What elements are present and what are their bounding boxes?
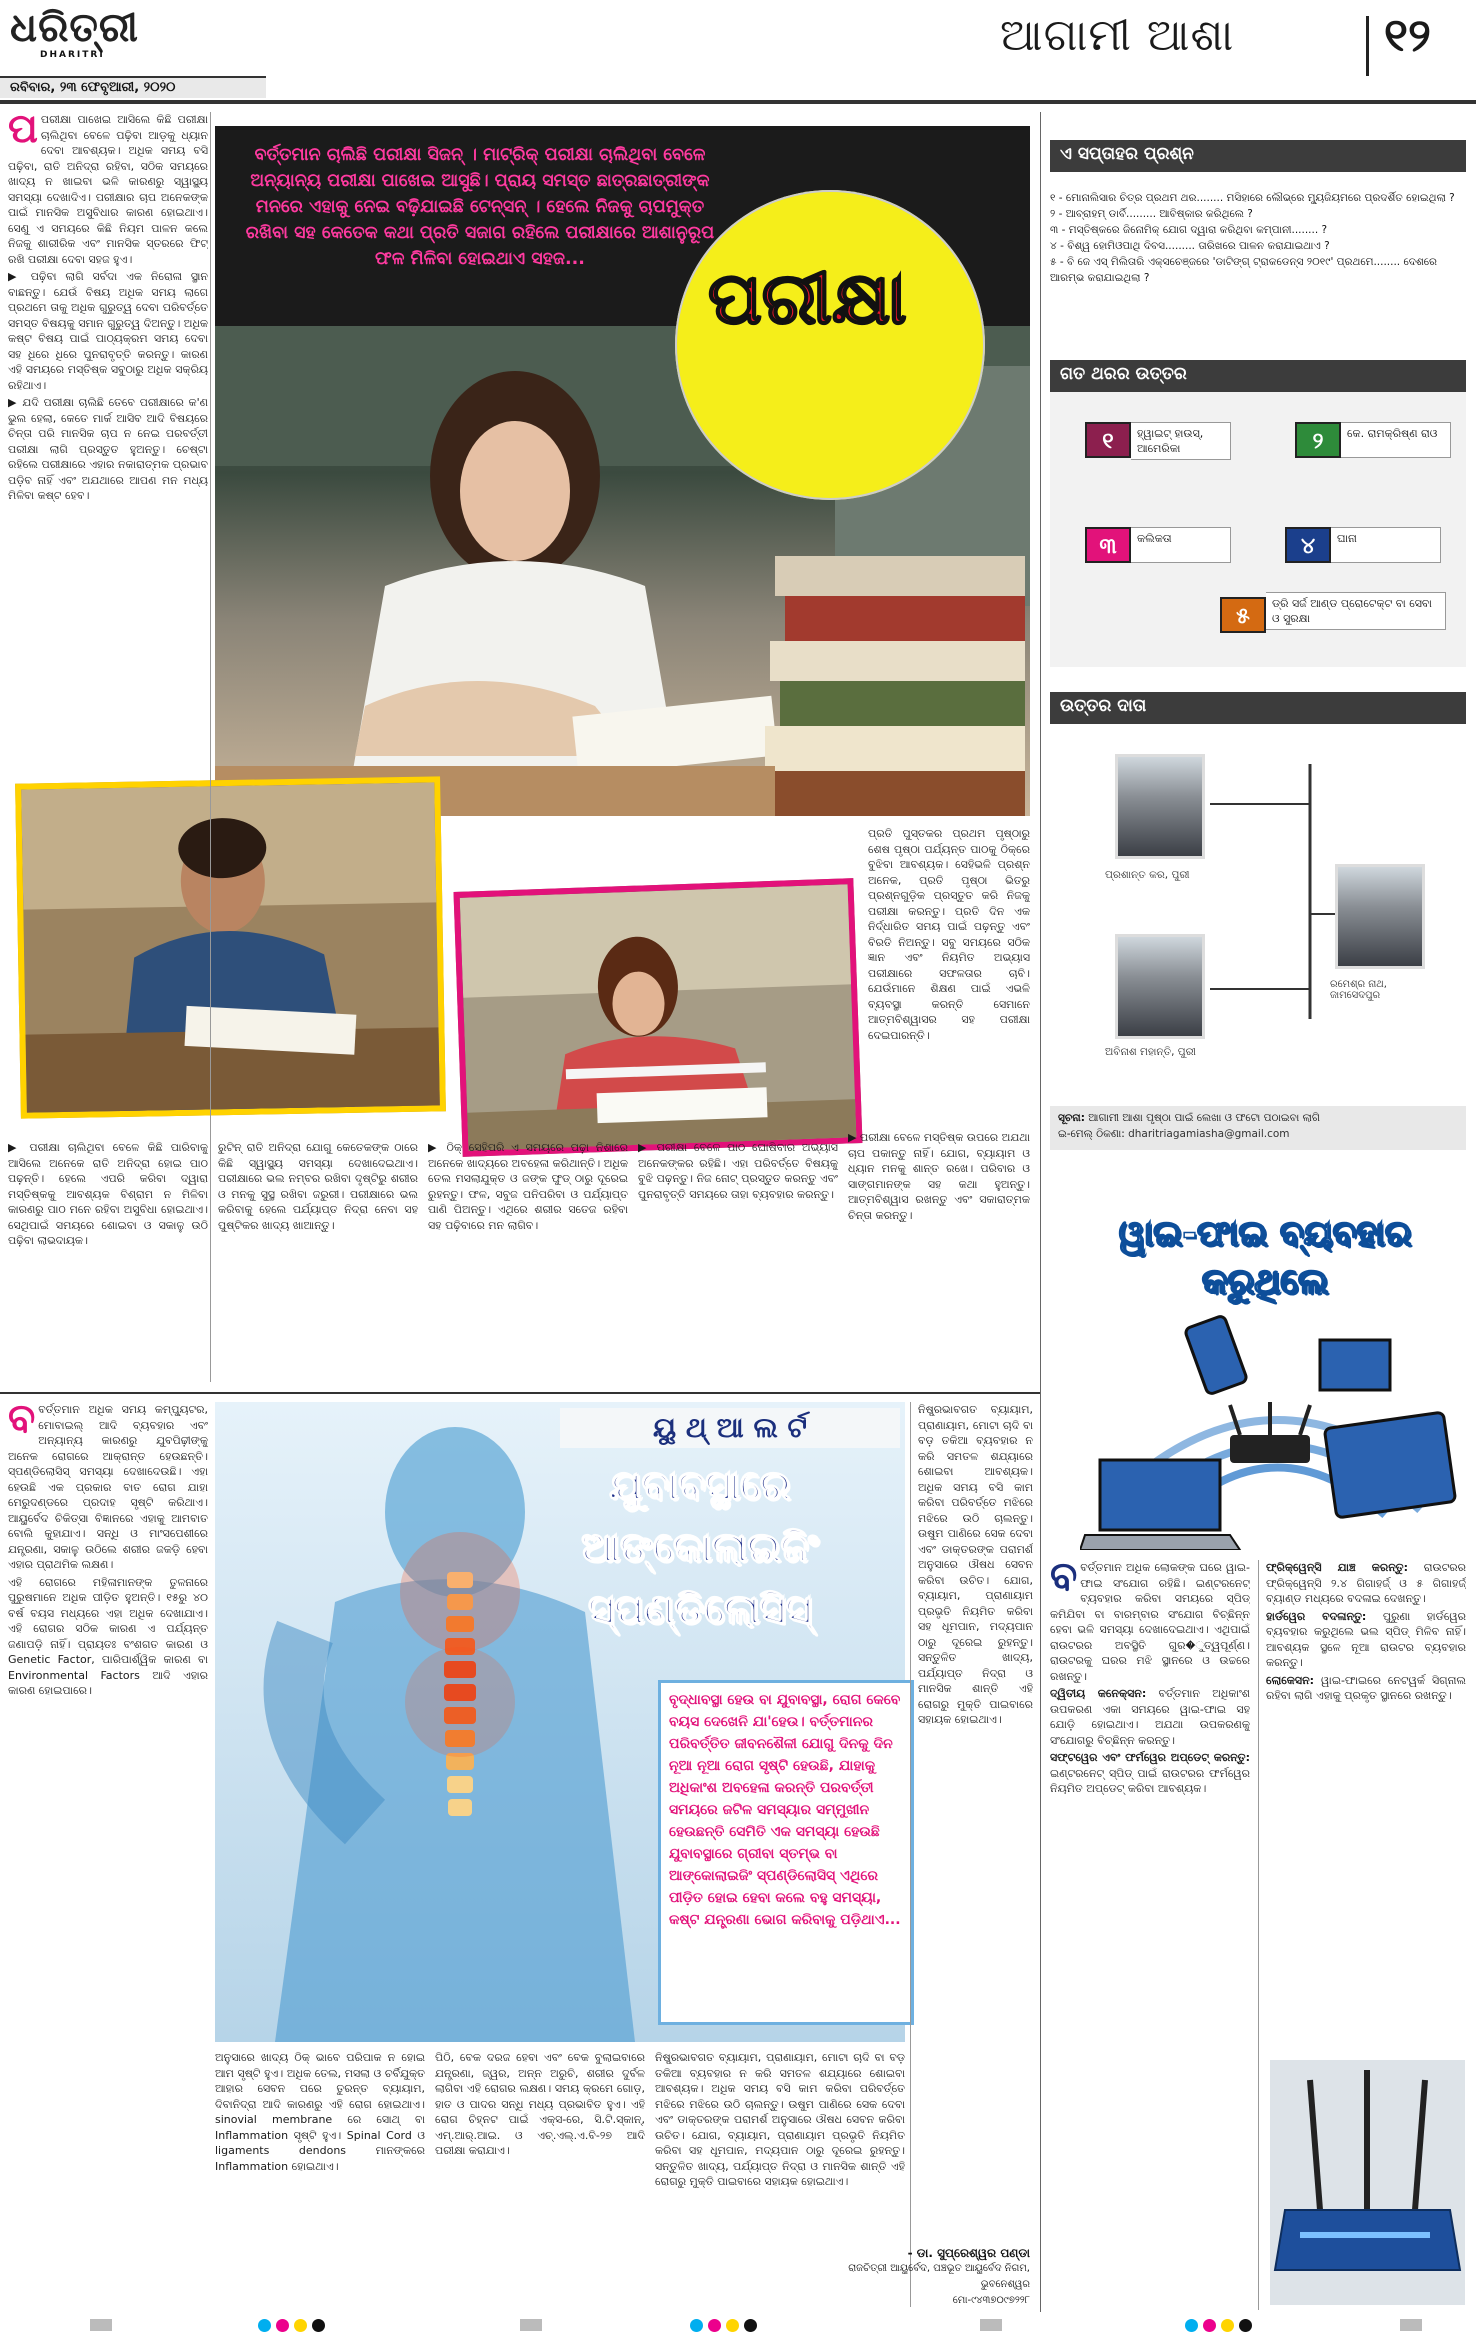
youth-col-mid2 <box>435 2050 645 2310</box>
pariksha-bottom-col1: ▶ ପରୀକ୍ଷା ଚାଲିଥିବା ବେଳେ କିଛି ପାରିବାକୁ ଆସିଲେ ଅନେକେ ରାତି ଅନିଦ୍ରା ହୋଇ ପାଠ ପଢ଼ନ୍ତି। ହେଲେ ଏପରି କରିବା ଦ୍ୱାରା ମସ୍ତିଷ୍କକୁ ଆବଶ୍ୟକ ବିଶ୍ରାମ ନ ମିଳିବା କାରଣରୁ ପାଠ ମନେ ରହିବା ଅସୁବିଧା ହୋଇଥାଏ। ସେଥିପାଇଁ ସମୟରେ ଶୋଇବା ଓ ସକାଳୁ ଉଠି ପଢ଼ିବା ଲାଭଦାୟକ। <box>8 1141 208 1247</box>
quiz-question: ୩ - ମସ୍ତିଷ୍କରେ ଜିନୋମିକ୍ ଯୋଗ ଦ୍ୱାରା କରିଥିବା କମ୍ପାନୀ........ ? <box>1050 224 1328 236</box>
pariksha-bottom-col5: ▶ ପରୀକ୍ଷା ବେଳେ ମସ୍ତିଷ୍କ ଉପରେ ଅଯଥା ଚାପ ପକାନ୍ତୁ ନାହିଁ। ଯୋଗ, ବ୍ୟାୟାମ ଓ ଧ୍ୟାନ ମନକୁ ଶାନ୍ତ ରଖେ। ପରିବାର ଓ ସାଙ୍ଗମାନଙ୍କ ସହ କଥା ହୁଅନ୍ତୁ। ଆତ୍ମବିଶ୍ୱାସ ରଖନ୍ତୁ ଏବଂ ସକାରାତ୍ମକ ଚିନ୍ତା କରନ୍ତୁ। <box>848 1131 1030 1222</box>
winners-heading <box>1050 692 1466 724</box>
wifi-sub2: ଫ୍ରିକ୍ୱେନ୍ସି ଯାଞ୍ଚ କରନ୍ତୁ: <box>1266 1561 1409 1574</box>
wifi-sub3-text: ଇଣ୍ଟରନେଟ୍ ସ୍ପିଡ୍ ପାଇଁ ରାଉଟରର ଫର୍ମୱେର ନିୟମିତ ଅପ୍‌ଡେଟ୍ କରିବା ଆବଶ୍ୟକ। <box>1050 1766 1250 1795</box>
quiz-question: ୧ - ମୋନାଲିସାର ଚିତ୍ର ପ୍ରଥମ ଥର........ ମସିହାରେ ଲୌଭ୍ରେ ମ୍ୟୁଜିୟମରେ ପ୍ରଦର୍ଶିତ ହୋଇଥିଲା ? <box>1050 192 1455 204</box>
wifi-sub1-text: ବର୍ତ୍ତମାନ ଅଧିକାଂଶ ଉପକରଣ ଏକା ସମୟରେ ୱାଇ-ଫାଇ ସହ ଯୋଡ଼ି ହୋଇଥାଏ। ଅଯଥା ଉପକରଣକୁ ସଂଯୋଗରୁ ବିଚ୍ଛିନ୍ନ କରନ୍ତୁ। <box>1050 1687 1250 1747</box>
pariksha-bottom-point2: ରୁଟିନ୍ ରାତି ଅନିଦ୍ରା ଯୋଗୁ କେତେକଙ୍କ ଠାରେ କିଛି ସ୍ୱାସ୍ଥ୍ୟ ସମସ୍ୟା ଦେଖାଦେଇଥାଏ। ପରୀକ୍ଷାରେ ଭଲ ନମ୍ବର ରଖିବା ଦୃଷ୍ଟିରୁ ଶରୀର ଓ ମନକୁ ସୁସ୍ଥ ରଖିବା ଜରୁରୀ। ପରୀକ୍ଷାରେ ଭଲ କରିବାକୁ ହେଲେ ପର୍ଯ୍ୟାପ୍ତ ନିଦ୍ରା ନେବା ସହ ପୁଷ୍ଟିକର ଖାଦ୍ୟ ଖାଆନ୍ତୁ। <box>218 1141 418 1232</box>
newspaper-logo-sub: DHARITRI <box>40 50 105 60</box>
answers-heading <box>1050 360 1466 392</box>
answer-number-3: ୩ <box>1085 527 1131 563</box>
wifi-sub2-text: ରାଉଟରର ଫ୍ରିକ୍ୱେନ୍ସି ୨.୪ ଗିଗାହର୍ଜ୍ ଓ ୫ ଗିଗାହର୍ଜ୍ ବ୍ୟାଣ୍ଡ ମଧ୍ୟରେ ବଦଳାଇ ଦେଖନ୍ତୁ। <box>1266 1561 1466 1605</box>
winner-photo <box>1335 864 1425 969</box>
pariksha-col1-point2: ଯଦି ପରୀକ୍ଷା ଚାଲିଛି ତେବେ ପରୀକ୍ଷାରେ କ'ଣ ଭୁଲ ହେଲା, କେତେ ମାର୍କ ଆସିବ ଆଦି ବିଷୟରେ ଚିନ୍ତା ପରି ମାନସିକ ଚାପ ନ ନେଇ ପରବର୍ତ୍ତୀ ପରୀକ୍ଷା ଲାଗି ପ୍ରସ୍ତୁତ ହୁଅନ୍ତୁ। ଚେଷ୍ଟା ରହିଲେ ପରୀକ୍ଷାରେ ଏହାର ନକାରାତ୍ମକ ପ୍ରଭାବ ପଡ଼ିବ ନାହିଁ ଏବଂ ଅଯଥାରେ ଆପଣ ମନ ମଧ୍ୟ ମିଳିବା କଷ୍ଟ ହେବ। <box>8 396 208 502</box>
wifi-devices-illustration <box>1080 1310 1470 1550</box>
youth-col-mid1 <box>215 2050 425 2310</box>
dateline: ରବିବାର, ୨୩ ଫେବୃଆରୀ, ୨୦୨୦ <box>0 76 266 98</box>
wifi-sub4-text: ପୁରୁଣା ହାର୍ଡୱେର ବ୍ୟବହାର କରୁଥିଲେ ଭଲ ସ୍ପିଡ୍ ମିଳିବ ନାହିଁ। ଆବଶ୍ୟକ ସ୍ଥଳେ ନୂଆ ରାଉଟର ବ୍ୟବହାର କରନ୍ତୁ। <box>1266 1609 1466 1669</box>
page-number: ୧୨ <box>1384 8 1431 62</box>
answer-number-1: ୧ <box>1085 422 1131 458</box>
quiz-heading <box>1050 140 1466 172</box>
answer-text-2: କେ. ରାମକ୍ରିଷ୍ଣ ରାଓ <box>1341 422 1451 458</box>
right-col-rule <box>1040 112 1041 2312</box>
masthead-divider <box>1366 16 1369 76</box>
youth-headline: ଯୁବାବସ୍ଥାରେ ଆଙ୍କୋଲାଇଜିଂ ସ୍ପଣ୍ଡିଲୋସିସ୍ <box>581 1463 819 1633</box>
yellow-dot <box>294 2319 307 2332</box>
book-stack <box>765 556 1025 816</box>
magenta-dot <box>708 2319 721 2332</box>
notice-text: ଆଗାମୀ ଆଶା ପୃଷ୍ଠା ପାଇଁ ଲେଖା ଓ ଫଟୋ ପଠାଇବା ଲାଗି <box>1088 1112 1320 1124</box>
quiz-question: ୫ - ବି ଜେ ଏସ୍ ମିଲିତାରି ଏକ୍ସଚେଞ୍ଜରେ 'ଡାଟିଙ୍ଗ୍ ଟ୍ରାକଡେନ୍ସ ୨୦୧୯' ପ୍ରଥମେ........ ଦେଶରେ ଆରମ୍ଭ କରାଯାଇଥିଲା ? <box>1050 256 1437 284</box>
black-dot <box>744 2319 757 2332</box>
col-rule <box>210 112 211 1382</box>
drop-cap: ବ <box>8 1402 36 1442</box>
winner-photo <box>1115 754 1205 859</box>
winners-panel <box>1050 724 1466 1104</box>
pariksha-intro: ବର୍ତ୍ତମାନ ଚାଲିଛି ପରୀକ୍ଷା ସିଜନ୍ । ମାଟ୍ରିକ୍ ପରୀକ୍ଷା ଚାଲିଥିବା ବେଳେ ଅନ୍ୟାନ୍ୟ ପରୀକ୍ଷା ପାଖେଇ ଆସୁଛି। ପ୍ରାୟ ସମସ୍ତ ଛାତ୍ରଛାତ୍ରୀଙ୍କ ମନରେ ଏହାକୁ ନେଇ ବଢ଼ିଯାଇଛି ଟେନ୍‌ସନ୍ । ହେଲେ ନିଜକୁ ଚାପମୁକ୍ତ ରଖିବା ସହ କେତେକ କଥା ପ୍ରତି ସଜାଗ ରହିଲେ ପରୀକ୍ଷାରେ ଆଶାନୁରୂପ ଫଳ ମିଳିବା ହୋଇଥାଏ ସହଜ... <box>245 145 715 269</box>
youth-col-left-text2: ଏହି ରୋଗରେ ମହିଳାମାନଙ୍କ ତୁଳନାରେ ପୁରୁଷମାନେ ଅଧିକ ପୀଡ଼ିତ ହୁଅନ୍ତି। ୧୫ରୁ ୪୦ ବର୍ଷ ବୟସ ମଧ୍ୟରେ ଏହା ଅଧିକ ଦେଖାଯାଏ। ଏହି ରୋଗର ସଠିକ କାରଣ ଏ ପର୍ଯ୍ୟନ୍ତ ଜଣାପଡ଼ି ନାହିଁ। ପ୍ରାୟତଃ ବଂଶଗତ କାରଣ ଓ Genetic Factor, ପାରିପାର୍ଶ୍ୱିକ କାରଣ ବା Environmental Factors ଆଦି ଏହାର କାରଣ ହୋଇପାରେ। <box>8 1575 208 1697</box>
cyan-dot <box>690 2319 703 2332</box>
pariksha-bottom-point3: ଠିକ୍ ସେହିପରି ଏ ସମୟରେ ପଢ଼ା ନିଶାରେ ଅନେକେ ଖାଦ୍ୟରେ ଅବହେଳା କରିଥାନ୍ତି। ଅଧିକ ତେଲ ମସଲାଯୁକ୍ତ ଓ ଜଙ୍କ ଫୁଡ୍ ଠାରୁ ଦୂରେଇ ରୁହନ୍ତୁ। ଫଳ, ସବୁଜ ପନିପରିବା ଓ ପର୍ଯ୍ୟାପ୍ତ ପାଣି ପିଅନ୍ତୁ। ଏଥିରେ ଶରୀର ସତେଜ ରହିବା ସହ ପଢ଼ିବାରେ ମନ ଲାଗିବ। <box>428 1141 628 1232</box>
pariksha-col1-top: ପରୀକ୍ଷା ପାଖେଇ ଆସିଲେ କିଛି ପରୀକ୍ଷା ଚାଲିଥିବା ବେଳେ ପଢ଼ିବା ଆଡ଼କୁ ଧ୍ୟାନ ଦେବା ଆବଶ୍ୟକ। ଅଧିକ ସମୟ ବସି ପଢ଼ିବା, ରାତି ଅନିଦ୍ରା ରହିବା, ସଠିକ ସମୟରେ ଖାଦ୍ୟ ନ ଖାଇବା ଭଳି କାରଣରୁ ସ୍ୱାସ୍ଥ୍ୟ ସମସ୍ୟା ଦେଖାଦିଏ। ପରୀକ୍ଷାର ଚାପ ଅନେକଙ୍କ ପାଇଁ ମାନସିକ ଅସୁବିଧାର କାରଣ ହୋଇଥାଏ। ସେଣୁ ଏ ସମୟରେ କିଛି ନିୟମ ପାଳନ କଲେ ନିଜକୁ ଶାରୀରିକ ଏବଂ ମାନସିକ ସ୍ତରରେ ଫିଟ୍ ରଖି ପରୀକ୍ଷା ଦେବା ସହଜ ହୁଏ। <box>8 113 208 266</box>
col-rule <box>1258 1560 1259 2310</box>
tablet-icon <box>1324 1412 1455 1518</box>
pariksha-col1-point1: ପଢ଼ିବା ଲାଗି ସର୍ବଦା ଏକ ନିରୋଳା ସ୍ଥାନ ବାଛନ୍ତୁ। ଯେଉଁ ବିଷୟ ଅଧିକ ସମୟ ଲାଗେ ପ୍ରଥମେ ତାକୁ ଅଧିକ ଗୁରୁତ୍ୱ ଦେବା ପରିବର୍ତ୍ତେ ସମସ୍ତ ବିଷୟକୁ ସମାନ ଗୁରୁତ୍ୱ ଦିଅନ୍ତୁ। ଅଧିକ କଷ୍ଟ ବିଷୟ ପାଇଁ ପାଠ୍ୟକ୍ରମ ସମୟ ଦେବା ସହ ଧିରେ ଧିରେ ପୁନରାବୃତ୍ତି କରନ୍ତୁ। କାରଣ ଏହି ସମୟରେ ମସ୍ତିଷ୍କ ସବୁଠାରୁ ଅଧିକ ସକ୍ରିୟ ରହିଥାଏ। <box>8 270 208 392</box>
masthead <box>0 0 1476 100</box>
youth-col-mid1-text: ଅନୁସାରେ ଖାଦ୍ୟ ଠିକ୍ ଭାବେ ପରିପାକ ନ ହୋଇ ଆମ ସୃଷ୍ଟି ହୁଏ। ଅଧିକ ତେଲ, ମସଲା ଓ ଚର୍ବିଯୁକ୍ତ ଆହାର ସେବନ ପରେ ତୁରନ୍ତ ବ୍ୟାୟାମ, ଦିବାନିଦ୍ରା ଆଦି କାରଣରୁ ଏହି ରୋଗ ହୋଇଥାଏ। sinovial membrane ରେ ସୋଥ୍ ବା Inflammation ସୃଷ୍ଟି ହୁଏ। Spinal Cord ଓ ligaments dendons ମାନଙ୍କରେ Inflammation ହୋଇଥାଏ। <box>215 2051 425 2173</box>
section-title: ଆଗାମୀ ଆଶା <box>1000 10 1235 61</box>
answer-text-5: ଡ୍ରି ସର୍ଜ ଆଣ୍ଡ ପ୍ରୋଟେକ୍ଟ ବା ସେବା ଓ ସୁରକ୍ଷା <box>1266 592 1446 630</box>
pariksha-bottom-col4: ▶ ପରୀକ୍ଷା ବେଳେ ପାଠ ଘୋଷିବାର ଅଭ୍ୟାସ ଅନେକଙ୍କର ରହିଛି। ଏହା ପରିବର୍ତ୍ତେ ବିଷୟକୁ ବୁଝି ପଢ଼ନ୍ତୁ। ନିଜ ନୋଟ୍ ପ୍ରସ୍ତୁତ କରନ୍ତୁ ଏବଂ ପୁନରାବୃତ୍ତି ସମୟରେ ତାହା ବ୍ୟବହାର କରନ୍ତୁ। <box>638 1141 838 1201</box>
wifi-sub1: ଦ୍ୱିତୀୟ କନେକ୍ସନ: <box>1050 1687 1147 1700</box>
answer-text-4: ଘାନା <box>1331 527 1441 563</box>
pariksha-col-mid-text: ପ୍ରତି ପୁସ୍ତକର ପ୍ରଥମ ପୃଷ୍ଠାରୁ ଶେଷ ପୃଷ୍ଠା ପର୍ଯ୍ୟନ୍ତ ପାଠକୁ ଠିକ୍‌ରେ ବୁଝିବା ଆବଶ୍ୟକ। ସେହିଭଳି ପ୍ରଶ୍ନ ଅନେକ, ପ୍ରତି ପୃଷ୍ଠା ଭିତରୁ ପ୍ରଶ୍ନଗୁଡ଼ିକ ପ୍ରସ୍ତୁତ କରି ନିଜକୁ ପରୀକ୍ଷା କରନ୍ତୁ। ପ୍ରତି ଦିନ ଏକ ନିର୍ଦ୍ଧାରିତ ସମୟ ପାଇଁ ପଢ଼ନ୍ତୁ ଏବଂ ବିରତି ନିଅନ୍ତୁ। ସବୁ ସମୟରେ ସଠିକ ଜ୍ଞାନ ଏବଂ ନିୟମିତ ଅଭ୍ୟାସ ପରୀକ୍ଷାରେ ସଫଳତାର ଚାବି। ଯେଉଁମାନେ ଶିକ୍ଷଣ ପାଇଁ ଏଭଳି ବ୍ୟବସ୍ଥା କରନ୍ତି ସେମାନେ ଆତ୍ମବିଶ୍ୱାସର ସହ ପରୀକ୍ଷା ଦେଇପାରନ୍ତି। <box>868 827 1030 1042</box>
grey-mark <box>90 2319 112 2331</box>
drop-cap: ପ <box>8 112 38 152</box>
cyan-dot <box>258 2319 271 2332</box>
winner-name-3: ରମେଶ୍ର ନାଥ, ଜାମସେଦପୁର <box>1330 979 1387 1001</box>
wifi-sub4: ହାର୍ଡୱେର ବଦଳାନ୍ତୁ: <box>1266 1609 1367 1623</box>
girl-exam-photo <box>453 878 862 1157</box>
answer-number-5: ୫ <box>1220 597 1266 633</box>
phone-icon <box>1184 1315 1247 1395</box>
youth-col-mid2-text: ପିଠି, ବେକ ଦରଜ ହେବା ଏବଂ ବେକ ବୁଲାଇବାରେ ଯନ୍ତ୍ରଣା, ଜ୍ୱର, ଅନ୍ନ ଅରୁଚି, ଶରୀର ଦୁର୍ବଳ ଲାଗିବା ଏହି ରୋଗର ଲକ୍ଷଣ। ସମୟ କ୍ରମେ ଗୋଡ଼, ହାତ ଓ ପାଦର ସନ୍ଧି ମଧ୍ୟ ପ୍ରଭାବିତ ହୁଏ। ଏହି ରୋଗ ଚିହ୍ନଟ ପାଇଁ ଏକ୍ସ-ରେ, ସି.ଟି.ସ୍କାନ୍, ଏମ୍.ଆର୍.ଆଇ. ଓ ଏଚ୍.ଏଲ୍.ଏ.ବି-୨୭ ଆଦି ପରୀକ୍ଷା କରାଯାଏ। <box>435 2051 645 2157</box>
quiz-questions <box>1050 190 1460 286</box>
monitor-icon <box>1320 1340 1390 1390</box>
grey-mark <box>520 2319 542 2331</box>
grey-mark <box>980 2319 1002 2331</box>
laptop-icon <box>1080 1460 1240 1550</box>
boy-photo-illustration <box>21 782 446 1118</box>
wifi-headline: ୱାଇ-ଫାଇ ବ୍ୟବହାର କରୁଥିଲେ <box>1118 1214 1412 1302</box>
answer-number-4: ୪ <box>1285 527 1331 563</box>
quiz-heading-text: ଏ ସପ୍ତାହର ପ୍ରଶ୍ନ <box>1060 144 1194 164</box>
drop-cap: ବ <box>1050 1560 1078 1600</box>
youth-highlight-box: ବୃଦ୍ଧାବସ୍ଥା ହେଉ ବା ଯୁବାବସ୍ଥା, ରୋଗ କେବେ ବୟସ ଦେଖେନି ଯା'ହେଉ। ବର୍ତ୍ତମାନର ପରିବର୍ତ୍ତିତ ଜୀବନଶୈଳୀ ଯୋଗୁ ଦିନକୁ ଦିନ ନୂଆ ନୂଆ ରୋଗ ସୃଷ୍ଟି ହେଉଛି, ଯାହାକୁ ଅଧିକାଂଶ ଅବହେଳା କରନ୍ତି ପରବର୍ତ୍ତୀ ସମୟରେ ଜଟିଳ ସମସ୍ୟାର ସମ୍ମୁଖୀନ ହେଉଛନ୍ତି ସେମିତି ଏକ ସମସ୍ୟା ହେଉଛି ଯୁବାବସ୍ଥାରେ ଗ୍ରୀବା ସ୍ତମ୍ଭ ବା ଆଙ୍କୋଲାଇଜିଂ ସ୍ପଣ୍ଡିଲୋସିସ୍ ଏଥିରେ ପୀଡ଼ିତ ହୋଇ ହେବା କଲେ ବହୁ ସମସ୍ୟା, କଷ୍ଟ ଯନ୍ତ୍ରଣା ଭୋଗ କରିବାକୁ ପଡ଼ିଥାଏ... <box>658 1680 914 2025</box>
wifi-col1 <box>1050 1560 1250 2310</box>
pariksha-circle <box>675 190 985 500</box>
router-photo <box>1270 2060 1465 2305</box>
quiz-question: ୨ - ଆବ୍ରାହମ୍ ଡାର୍ବି......... ଆବିଷ୍କାର କରିଥିଲେ ? <box>1050 208 1253 220</box>
youth-alert-label: ୟୁ ଥ୍ ଆ ଲ ର୍ଟ <box>560 1408 900 1448</box>
email-label: ଇ-ମେଲ୍ ଠିକଣା: <box>1058 1128 1125 1140</box>
answer-text-1: ହ୍ୱାଇଟ୍ ହାଉସ୍, ଆମେରିକା <box>1131 422 1231 460</box>
wifi-sub5-text: ୱାଇ-ଫାଇରେ ନେଟୱର୍କ ସିଗ୍ନାଲ ରହିବା ଲାଗି ଏହାକୁ ପ୍ରକୃତ ସ୍ଥାନରେ ରଖନ୍ତୁ। <box>1266 1673 1466 1702</box>
answer-text-3: କଲିକତା <box>1131 527 1231 563</box>
winner-name-2: ଅବିନାଶ ମହାନ୍ତି, ପୁରୀ <box>1105 1046 1196 1058</box>
winner-photo <box>1115 934 1205 1039</box>
boy-writing-photo <box>15 776 446 1118</box>
youth-col-left <box>8 1402 208 2307</box>
author-phone: ମୋ-୯୪୩୭୦୯୭୨୨୮ <box>952 2295 1030 2306</box>
pariksha-col1: ପପରୀକ୍ଷା ପାଖେଇ ଆସିଲେ କିଛି ପରୀକ୍ଷା ଚାଲିଥିବା ବେଳେ ପଢ଼ିବା ଆଡ଼କୁ ଧ୍ୟାନ ଦେବା ଆବଶ୍ୟକ। ଅଧିକ ସମୟ ବସି ପଢ଼ିବା, ରାତି ଅନିଦ୍ରା ରହିବା, ସଠିକ ସମୟରେ ଖାଦ୍ୟ ନ ଖାଇବା ଭଳି କାରଣରୁ ସ୍ୱାସ୍ଥ୍ୟ ସମସ୍ୟା ଦେଖାଦିଏ। ପରୀକ୍ଷାର ଚାପ ଅନେକଙ୍କ ପାଇଁ ମାନସିକ ଅସୁବିଧାର କାରଣ ହୋଇଥାଏ। ସେଣୁ ଏ ସମୟରେ କିଛି ନିୟମ ପାଳନ କଲେ ନିଜକୁ ଶାରୀରିକ ଏବଂ ମାନସିକ ସ୍ତରରେ ଫିଟ୍ ରଖି ପରୀକ୍ଷା ଦେବା ସହଜ ହୁଏ। ▶ ପଢ଼ିବା ଲାଗି ସର୍ବଦା ଏକ ନିରୋଳା ସ୍ଥାନ ବାଛନ୍ତୁ। ଯେଉଁ ବିଷୟ ଅଧିକ ସମୟ ଲାଗେ ପ୍ରଥମେ ତାକୁ ଅଧିକ ଗୁରୁତ୍ୱ ଦେବା ପରିବର୍ତ୍ତେ ସମସ୍ତ ବିଷୟକୁ ସମାନ ଗୁରୁତ୍ୱ ଦିଅନ୍ତୁ। ଅଧିକ କଷ୍ଟ ବିଷୟ ପାଇଁ ପାଠ୍ୟକ୍ରମ ସମୟ ଦେବା ସହ ଧିରେ ଧିରେ ପୁନରାବୃତ୍ତି କରନ୍ତୁ। କାରଣ ଏହି ସମୟରେ ମସ୍ତିଷ୍କ ସବୁଠାରୁ ଅଧିକ ସକ୍ରିୟ ରହିଥାଏ। ▶ ଯଦି ପରୀକ୍ଷା ଚାଲିଛି ତେବେ ପରୀକ୍ଷାରେ କ'ଣ ଭୁଲ ହେଲା, କେତେ ମାର୍କ ଆସିବ ଆଦି ବିଷୟରେ ଚିନ୍ତା ପରି ମାନସିକ ଚାପ ନ ନେଇ ପରବର୍ତ୍ତୀ ପରୀକ୍ଷା ଲାଗି ପ୍ରସ୍ତୁତ ହୁଅନ୍ତୁ। ଚେଷ୍ଟା ରହିଲେ ପରୀକ୍ଷାରେ ଏହାର ନକାରାତ୍ମକ ପ୍ରଭାବ ପଡ଼ିବ ନାହିଁ ଏବଂ ଅଯଥାରେ ଆପଣ ମନ ମଧ୍ୟ ମିଳିବା କଷ୍ଟ ହେବ। <box>8 112 208 502</box>
author-name: - ଡା. ସୁପ୍ରେଶ୍ୱର ପଣ୍ଡା <box>907 2246 1030 2260</box>
magenta-dot <box>1203 2319 1216 2332</box>
pariksha-bottom-point1: ପରୀକ୍ଷା ଚାଲିଥିବା ବେଳେ କିଛି ପାରିବାକୁ ଆସିଲେ ଅନେକେ ରାତି ଅନିଦ୍ରା ହୋଇ ପାଠ ପଢ଼ନ୍ତି। ହେଲେ ଏପରି କରିବା ଦ୍ୱାରା ମସ୍ତିଷ୍କକୁ ଆବଶ୍ୟକ ବିଶ୍ରାମ ନ ମିଳିବା କାରଣରୁ ପାଠ ମନେ ରହିବା ଅସୁବିଧା ହୋଇଥାଏ। ସେଥିପାଇଁ ସମୟରେ ଶୋଇବା ଓ ସକାଳୁ ଉଠି ପଢ଼ିବା ଲାଭଦାୟକ। <box>8 1141 208 1247</box>
wifi-sub3: ସଫ୍ଟୱେର ଏବଂ ଫର୍ମୱେର ଅପ୍‌ଡେଟ୍ କରନ୍ତୁ: <box>1050 1751 1250 1764</box>
black-dot <box>312 2319 325 2332</box>
section-rule <box>0 1392 1040 1394</box>
pariksha-col-mid <box>868 826 1030 1116</box>
print-registration-strip <box>0 2315 1476 2339</box>
email-link[interactable]: dharitriagamiasha@gmail.com <box>1128 1128 1290 1140</box>
notice-label: ସୂଚନା: <box>1058 1112 1085 1124</box>
newspaper-logo: ଧରିତ୍ରୀ <box>10 4 139 51</box>
grey-mark <box>1400 2319 1422 2331</box>
youth-col-left-text: ବର୍ତ୍ତମାନ ଅଧିକ ସମୟ କମ୍ପ୍ୟୁଟର, ମୋବାଇଲ୍ ଆଦି ବ୍ୟବହାର ଏବଂ ଅନ୍ୟାନ୍ୟ କାରଣରୁ ଯୁବପିଢ଼ୀଙ୍କୁ ଅନେକ ରୋଗରେ ଆକ୍ରାନ୍ତ ହେଉଛନ୍ତି। ସ୍ପଣ୍ଡିଲୋସିସ୍ ସମସ୍ୟା ଦେଖାଦେଉଛି। ଏହା ହେଉଛି ଏକ ପ୍ରକାର ବାତ ରୋଗ ଯାହା ମେରୁଦଣ୍ଡରେ ପ୍ରଦାହ ସୃଷ୍ଟି କରିଥାଏ। ଆୟୁର୍ବେଦ ଚିକିତ୍ସା ବିଜ୍ଞାନରେ ଏହାକୁ ଆମବାତ ବୋଲି କୁହାଯାଏ। ସନ୍ଧି ଓ ମାଂସପେଶୀରେ ଯନ୍ତ୍ରଣା, ସକାଳୁ ଉଠିଲେ ଶରୀର ଜକଡ଼ି ହେବା ଏହାର ପ୍ରାଥମିକ ଲକ୍ଷଣ। <box>8 1403 208 1571</box>
col-rule <box>910 1402 911 2307</box>
pariksha-headline: ପରୀକ୍ଷା <box>708 255 907 340</box>
black-dot <box>1239 2319 1252 2332</box>
winners-connector <box>1210 764 1340 1024</box>
winners-heading-text: ଉତ୍ତର ଦାତା <box>1060 696 1147 716</box>
pariksha-bottom-col3: ▶ ଠିକ୍ ସେହିପରି ଏ ସମୟରେ ପଢ଼ା ନିଶାରେ ଅନେକେ ଖାଦ୍ୟରେ ଅବହେଳା କରିଥାନ୍ତି। ଅଧିକ ତେଲ ମସଲାଯୁକ୍ତ ଓ ଜଙ୍କ ଫୁଡ୍ ଠାରୁ ଦୂରେଇ ରୁହନ୍ତୁ। ଫଳ, ସବୁଜ ପନିପରିବା ଓ ପର୍ଯ୍ୟାପ୍ତ ପାଣି ପିଅନ୍ତୁ। ଏଥିରେ ଶରୀର ସତେଜ ରହିବା ସହ ପଢ଼ିବାରେ ମନ ଲାଗିବ। <box>428 1141 628 1232</box>
notice-box <box>1050 1106 1466 1150</box>
author-desc: ରାଜଚିତ୍ରୀ ଆୟୁର୍ବେଦ, ପଞ୍ଚଭୂତ ଆୟୁର୍ବେଦ ନିଗମ, ଭୁବନେଶ୍ୱର <box>848 2263 1030 2290</box>
cyan-dot <box>1185 2319 1198 2332</box>
wifi-body: ବର୍ତ୍ତମାନ ଅଧିକ ଲୋକଙ୍କ ଘରେ ୱାଇ-ଫାଇ ସଂଯୋଗ ରହିଛି। ଇଣ୍ଟରନେଟ୍ ବ୍ୟବହାର କରିବା ସମୟରେ ସ୍ପିଡ୍ କମିଯିବା ବା ବାରମ୍ବାର ସଂଯୋଗ ବିଚ୍ଛିନ୍ନ ହେବା ଭଳି ସମସ୍ୟା ଦେଖାଦେଇଥାଏ। ଏଥିପାଇଁ ରାଉଟରର ଅବସ୍ଥିତି ଗୁର�ୁତ୍ୱପୂର୍ଣ୍ଣ। ରାଉଟରକୁ ଘରର ମଝି ସ୍ଥାନରେ ଓ ଉଚ୍ଚରେ ରଖନ୍ତୁ। <box>1050 1561 1250 1683</box>
youth-col-right <box>918 1402 1033 2202</box>
yellow-dot <box>1221 2319 1234 2332</box>
router-icon <box>1230 1402 1310 1463</box>
wifi-col2 <box>1266 1560 1466 2040</box>
pariksha-bottom-point4: ପରୀକ୍ଷା ବେଳେ ପାଠ ଘୋଷିବାର ଅଭ୍ୟାସ ଅନେକଙ୍କର ରହିଛି। ଏହା ପରିବର୍ତ୍ତେ ବିଷୟକୁ ବୁଝି ପଢ଼ନ୍ତୁ। ନିଜ ନୋଟ୍ ପ୍ରସ୍ତୁତ କରନ୍ତୁ ଏବଂ ପୁନରାବୃତ୍ତି ସମୟରେ ତାହା ବ୍ୟବହାର କରନ୍ତୁ। <box>638 1141 838 1201</box>
pariksha-bottom-point5: ପରୀକ୍ଷା ବେଳେ ମସ୍ତିଷ୍କ ଉପରେ ଅଯଥା ଚାପ ପକାନ୍ତୁ ନାହିଁ। ଯୋଗ, ବ୍ୟାୟାମ ଓ ଧ୍ୟାନ ମନକୁ ଶାନ୍ତ ରଖେ। ପରିବାର ଓ ସାଙ୍ଗମାନଙ୍କ ସହ କଥା ହୁଅନ୍ତୁ। ଆତ୍ମବିଶ୍ୱାସ ରଖନ୍ତୁ ଏବଂ ସକାରାତ୍ମକ ଚିନ୍ତା କରନ୍ତୁ। <box>848 1131 1030 1222</box>
wifi-sub5: ଲୋକେସନ: <box>1266 1673 1315 1687</box>
author-block <box>800 2245 1030 2309</box>
answers-heading-text: ଗତ ଥରର ଉତ୍ତର <box>1060 364 1187 384</box>
youth-col-right-text: ନିଷ୍ପ୍ରଭାବଗତ ବ୍ୟାୟାମ, ପ୍ରାଣାୟାମ, ମୋଟା ଚାଦି ବା ବଡ଼ ତକିଆ ବ୍ୟବହାର ନ କରି ସମତଳ ଶଯ୍ୟାରେ ଶୋଇବା ଆବଶ୍ୟକ। ଅଧିକ ସମୟ ବସି କାମ କରିବା ପରିବର୍ତ୍ତେ ମଝିରେ ମଝିରେ ଉଠି ଚାଲନ୍ତୁ। ଉଷୁମ ପାଣିରେ ସେକ ଦେବା ଏବଂ ଡାକ୍ତରଙ୍କ ପରାମର୍ଶ ଅନୁସାରେ ଔଷଧ ସେବନ କରିବା ଉଚିତ। ଯୋଗ, ବ୍ୟାୟାମ, ପ୍ରାଣାୟାମ ପ୍ରଭୃତି ନିୟମିତ କରିବା ସହ ଧୂମପାନ, ମଦ୍ୟପାନ ଠାରୁ ଦୂରେଇ ରୁହନ୍ତୁ। ସନ୍ତୁଳିତ ଖାଦ୍ୟ, ପର୍ଯ୍ୟାପ୍ତ ନିଦ୍ରା ଓ ମାନସିକ ଶାନ୍ତି ଏହି ରୋଗରୁ ମୁକ୍ତି ପାଇବାରେ ସହାୟକ ହୋଇଥାଏ। <box>918 1403 1033 1726</box>
girl-photo-illustration <box>460 884 863 1157</box>
quiz-question: ୪ - ବିଶ୍ୱ ହୋମିଓପାଥି ଦିବସ......... ତାରିଖରେ ପାଳନ କରାଯାଇଥାଏ ? <box>1050 240 1330 252</box>
youth-col-right-bottom-text: ନିଷ୍ପ୍ରଭାବଗତ ବ୍ୟାୟାମ, ପ୍ରାଣାୟାମ, ମୋଟା ଚାଦି ବା ବଡ଼ ତକିଆ ବ୍ୟବହାର ନ କରି ସମତଳ ଶଯ୍ୟାରେ ଶୋଇବା ଆବଶ୍ୟକ। ଅଧିକ ସମୟ ବସି କାମ କରିବା ପରିବର୍ତ୍ତେ ମଝିରେ ମଝିରେ ଉଠି ଚାଲନ୍ତୁ। ଉଷୁମ ପାଣିରେ ସେକ ଦେବା ଏବଂ ଡାକ୍ତରଙ୍କ ପରାମର୍ଶ ଅନୁସାରେ ଔଷଧ ସେବନ କରିବା ଉଚିତ। ଯୋଗ, ବ୍ୟାୟାମ, ପ୍ରାଣାୟାମ ପ୍ରଭୃତି ନିୟମିତ କରିବା ସହ ଧୂମପାନ, ମଦ୍ୟପାନ ଠାରୁ ଦୂରେଇ ରୁହନ୍ତୁ। ସନ୍ତୁଳିତ ଖାଦ୍ୟ, ପର୍ଯ୍ୟାପ୍ତ ନିଦ୍ରା ଓ ମାନସିକ ଶାନ୍ତି ଏହି ରୋଗରୁ ମୁକ୍ତି ପାଇବାରେ ସହାୟକ ହୋଇଥାଏ। <box>655 2051 905 2188</box>
masthead-rule <box>0 100 1476 104</box>
pariksha-bottom-col2 <box>218 1140 418 1380</box>
yellow-dot <box>726 2319 739 2332</box>
youth-col-right-bottom <box>655 2050 905 2240</box>
answers-panel <box>1050 392 1466 667</box>
winner-name-1: ପ୍ରଶାନ୍ତ କର, ପୁରୀ <box>1105 869 1190 881</box>
magenta-dot <box>276 2319 289 2332</box>
answer-number-2: ୨ <box>1295 422 1341 458</box>
